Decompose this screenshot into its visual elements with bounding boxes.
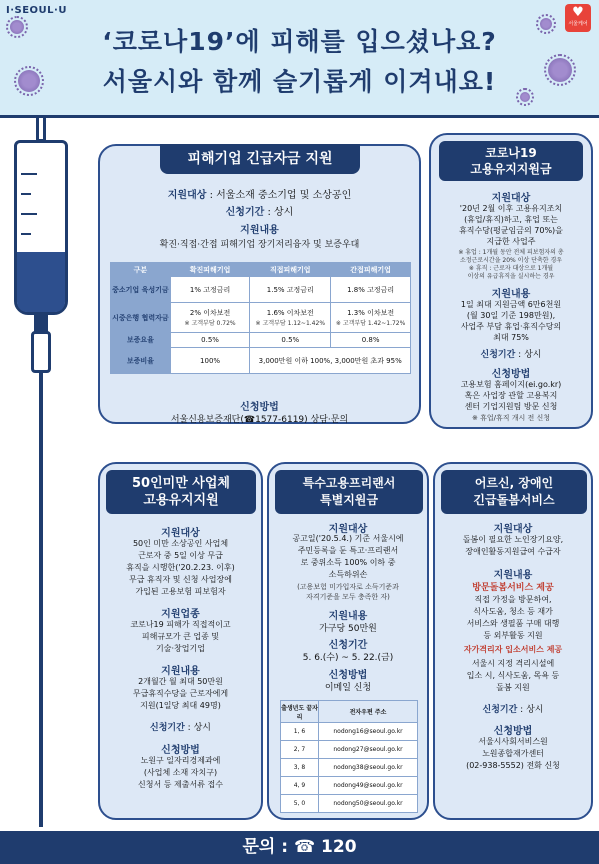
panel-title-line: 고용유지지원금 — [470, 162, 552, 176]
period-value: 5. 6.(수) ~ 5. 22.(금) — [302, 653, 394, 663]
period-row: 신청기간 : 상시 — [150, 723, 211, 733]
email-link[interactable]: nodong27@seoul.go.kr — [319, 741, 418, 759]
iv-tube — [39, 372, 43, 827]
row-label: 중소기업 육성기금 — [111, 277, 171, 303]
content-value: 2개월간 월 최대 50만원 무급휴직수당을 근로자에게 지원(1일당 최대 49명) — [132, 677, 229, 710]
panel-emergency-fund — [98, 144, 421, 424]
header-banner — [0, 0, 599, 118]
isolation-service-value: 서울시 지정 격리시설에 입소 시, 식사도움, 목욕 등 돌봄 지원 — [466, 659, 560, 692]
panel-title — [439, 141, 583, 181]
content-label: 지원내용 — [240, 225, 279, 236]
target-value: 공고일('20.5.4.) 기준 서울시에 주민등록을 둔 특고·프리랜서 로 중위소득 100% 이하 중 소득하위손 — [292, 534, 404, 579]
panel-title: 50인미만 사업체 고용유지지원 — [106, 470, 256, 514]
table-row: 2, 7 nodong27@seoul.go.kr — [281, 741, 418, 759]
table-cell: 2% 이차보전 ※ 고객부담 0.72% — [170, 303, 250, 333]
table-header: 전자우편 주소 — [319, 701, 418, 723]
panel-title: 피해기업 긴급자금 지원 — [160, 144, 360, 174]
target-value: 서울소재 중소기업 및 소상공인 — [216, 190, 352, 201]
email-link[interactable]: nodong38@seoul.go.kr — [319, 759, 418, 777]
fund-table — [110, 262, 411, 374]
content-label: 지원내용 — [161, 666, 200, 677]
table-header: 확진피해기업 — [170, 263, 250, 277]
headline-line-2: 서울시와 함께 슬기롭게 이겨내요! — [102, 67, 497, 96]
method-value: 이메일 신청 — [324, 683, 372, 693]
target-notes: ※ 휴업 : 1개월 동안 전체 피보험자의 총 소정근로시간을 20% 이상 단축한 경우 ※ 휴직 : 근로자 대상으로 1개월 이상의 유급휴직을 실시하는 경우 — [458, 249, 564, 280]
content-label: 지원내용 — [328, 611, 368, 622]
row-label: 보증비율 — [111, 348, 171, 374]
table-row: 5, 0 nodong50@seoul.go.kr — [281, 795, 418, 813]
method-label: 신청방법 — [161, 745, 200, 756]
iv-connector — [34, 312, 48, 332]
panel-title-line: 코로나19 — [485, 146, 537, 160]
panel-title: 특수고용프리랜서 특별지원금 — [275, 470, 423, 514]
seoul-brand-logo: I·SEOUL·U — [6, 5, 67, 16]
table-cell: 100% — [170, 348, 250, 374]
period-row: 신청기간 : 상시 — [480, 350, 542, 360]
period-row: 신청기간 : 상시 — [482, 705, 544, 715]
target-label: 지원대상 — [328, 524, 368, 535]
target-value: 돌봄이 필요한 노인장기요양, 장애인활동지원급여 수급자 — [462, 535, 564, 556]
panel-care-service — [433, 462, 593, 820]
method-value: 서울시사회서비스원 노원종합재가센터 (02-938-5552) 전화 신청 — [466, 737, 560, 770]
target-label: 지원대상 — [167, 190, 207, 201]
table-row — [111, 303, 411, 333]
content-value: 확진·직접·간접 피해기업 장기저리융자 및 보증우대 — [159, 240, 360, 250]
table-row — [111, 277, 411, 303]
contact-footer: 문의 : ☎ 120 — [0, 831, 599, 864]
method-note: ※ 휴업/휴직 개시 전 신청 — [472, 414, 550, 422]
target-row: 지원대상 : 서울소재 중소기업 및 소상공인 — [167, 190, 352, 201]
method-label: 신청방법 — [240, 402, 279, 413]
period-label: 신청기간 — [328, 640, 368, 651]
table-header: 직접피해기업 — [250, 263, 331, 277]
method-label: 신청방법 — [491, 369, 531, 380]
method-value: 고용보험 홈페이지(ei.go.kr) 혹은 사업장 관할 고용복지 센터 기업지원팀 방문 신청 — [460, 380, 562, 411]
headline-line-1: ‘코로나19’에 피해를 입으셨나요? — [102, 27, 497, 56]
table-cell: 0.5% — [170, 333, 250, 348]
heart-icon: ♥ — [572, 5, 584, 20]
table-cell: 1.5% 고정금리 — [250, 277, 331, 303]
table-cell: 1.3% 이차보전 ※ 고객부담 1.42~1.72% — [331, 303, 411, 333]
table-cell: 3,000만원 이하 100%, 3,000만원 초과 95% — [250, 348, 411, 374]
panel-employment-retention — [429, 133, 593, 429]
email-link[interactable]: nodong16@seoul.go.kr — [319, 723, 418, 741]
method-value: 노원구 일자리경제과에 (사업체 소재 자치구) 신청서 등 제출서류 접수 — [138, 756, 223, 789]
method-label: 신청방법 — [328, 670, 368, 681]
period-label: 신청기간 — [225, 207, 265, 218]
target-value: 50인 미만 소상공인 사업체 근로자 중 5일 이상 무급 휴직을 시행한('20.2.23. 이후) 무급 휴직자 및 신청 사업장에 가입된 고용보험 피보험자 — [126, 539, 235, 596]
panel-small-business — [98, 462, 263, 820]
row-label: 시중은행 협력자금 — [111, 303, 171, 333]
iv-drip-chamber — [31, 331, 51, 373]
table-cell: 0.5% — [250, 333, 331, 348]
panel-title: 어르신, 장애인 긴급돌봄서비스 — [441, 470, 587, 514]
email-table — [280, 700, 418, 813]
target-note: (고용보험 미가입자로 소득기준과 자격기준을 모두 충족한 자) — [297, 583, 399, 601]
iv-hanger — [36, 118, 46, 142]
table-row: 1, 6 nodong16@seoul.go.kr — [281, 723, 418, 741]
target-label: 지원대상 — [493, 524, 533, 535]
table-cell: 1% 고정금리 — [170, 277, 250, 303]
period-value: 상시 — [274, 207, 294, 218]
iv-bag-illustration — [14, 140, 68, 315]
visit-service-value: 직접 가정을 방문하여, 식사도움, 청소 등 재가 서비스와 생필품 구매 대행 등 외부활동 지원 — [466, 595, 560, 640]
table-row — [111, 348, 411, 374]
content-value: 1일 최대 지원금액 6만6천원 (월 30일 기준 198만원), 사업주 부담 휴업·휴직수당의 최대 75% — [460, 300, 562, 342]
sector-label: 지원업종 — [161, 609, 200, 620]
content-label: 지원내용 — [491, 289, 531, 300]
row-label: 보증요율 — [111, 333, 171, 348]
content-label: 지원내용 — [493, 570, 533, 581]
email-link[interactable]: nodong49@seoul.go.kr — [319, 777, 418, 795]
table-header: 출생년도 끝자리 — [281, 701, 319, 723]
table-cell: 0.8% — [331, 333, 411, 348]
content-value: 가구당 50만원 — [319, 624, 377, 634]
table-row: 4, 9 nodong49@seoul.go.kr — [281, 777, 418, 795]
badge-label: 서울케어 — [568, 21, 588, 27]
table-header: 간접피해기업 — [331, 263, 411, 277]
table-row: 3, 8 nodong38@seoul.go.kr — [281, 759, 418, 777]
table-header: 구분 — [111, 263, 171, 277]
target-value: '20년 2월 이후 고용유지조치 (휴업/휴직)하고, 휴업 또는 휴직수당(평균임금의 70%)을 지급한 사업주 — [459, 204, 563, 246]
visit-service-label: 방문돌봄서비스 제공 — [472, 583, 554, 593]
period-row: 신청기간 : 상시 — [225, 207, 294, 218]
table-cell: 1.6% 이차보전 ※ 고객부담 1.12~1.42% — [250, 303, 331, 333]
target-label: 지원대상 — [491, 193, 531, 204]
table-row — [111, 333, 411, 348]
method-label: 신청방법 — [493, 726, 533, 737]
panel-freelancer — [267, 462, 429, 820]
target-label: 지원대상 — [161, 528, 200, 539]
sector-value: 코로나19 피해가 직접적이고 피해규모가 큰 업종 및 기술·창업기업 — [130, 620, 231, 653]
isolation-service-label: 자가격리자 입소서비스 제공 — [463, 645, 563, 654]
email-link[interactable]: nodong50@seoul.go.kr — [319, 795, 418, 813]
method-value: 서울신용보증재단(☎1577-6119) 상담·문의 — [170, 415, 349, 425]
table-cell: 1.8% 고정금리 — [331, 277, 411, 303]
